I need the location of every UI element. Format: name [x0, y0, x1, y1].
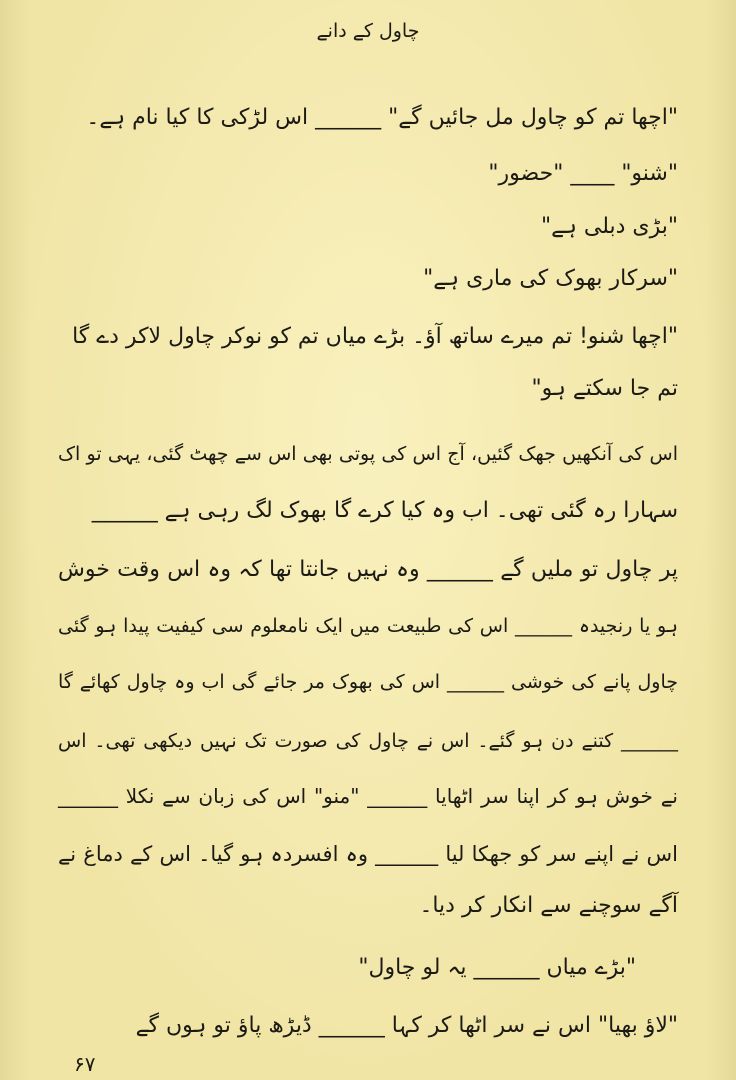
text-line: "سرکار بھوک کی ماری ہے" — [423, 266, 678, 291]
page-number: ۶۷ — [74, 1052, 96, 1076]
text-line: نے خوش ہو کر اپنا سر اٹھایا ______ "منو" اس کی زبان سے نکلا ______ — [58, 784, 678, 808]
text-line: اس نے اپنے سر کو جھکا لیا ______ وہ افسردہ ہو گیا۔ اس کے دماغ نے — [58, 842, 678, 866]
text-line: آگے سوچنے سے انکار کر دیا۔ — [419, 893, 678, 918]
text-line: اس کی آنکھیں جھک گئیں، آج اس کی پوتی بھی اس سے چھٹ گئی، یہی تو اک — [58, 443, 678, 465]
text-line: چاول پانے کی خوشی ______ اس کی بھوک مر جائے گی اب وہ چاول کھائے گا — [58, 671, 678, 693]
text-line: "شنو" ____ "حضور" — [488, 161, 678, 186]
text-line: سہارا رہ گئی تھی۔ اب وہ کیا کرے گا بھوک لگ رہی ہے ______ — [91, 498, 678, 523]
text-line: "لاؤ بھیا" اس نے سر اٹھا کر کہا ______ ڈیڑھ پاؤ تو ہوں گے — [135, 1013, 678, 1038]
text-line: "اچھا تم کو چاول مل جائیں گے" ______ اس لڑکی کا کیا نام ہے۔ — [86, 105, 678, 130]
text-line: پر چاول تو ملیں گے ______ وہ نہیں جانتا تھا کہ وہ اس وقت خوش — [58, 557, 678, 582]
text-line: تم جا سکتے ہو" — [531, 376, 678, 401]
text-line: "بڑی دبلی ہے" — [540, 214, 678, 239]
text-line: ______ کتنے دن ہو گئے۔ اس نے چاول کی صورت تک نہیں دیکھی تھی۔ اس — [58, 730, 678, 752]
text-line: "اچھا شنو! تم میرے ساتھ آؤ۔ بڑے میاں تم کو نوکر چاول لاکر دے گا — [72, 324, 678, 349]
page-title: چاول کے دانے — [316, 20, 420, 42]
text-line: ہو یا رنجیدہ ______ اس کی طبیعت میں ایک نامعلوم سی کیفیت پیدا ہو گئی — [58, 615, 678, 637]
text-line: "بڑے میاں ______ یہ لو چاول" — [358, 955, 636, 980]
